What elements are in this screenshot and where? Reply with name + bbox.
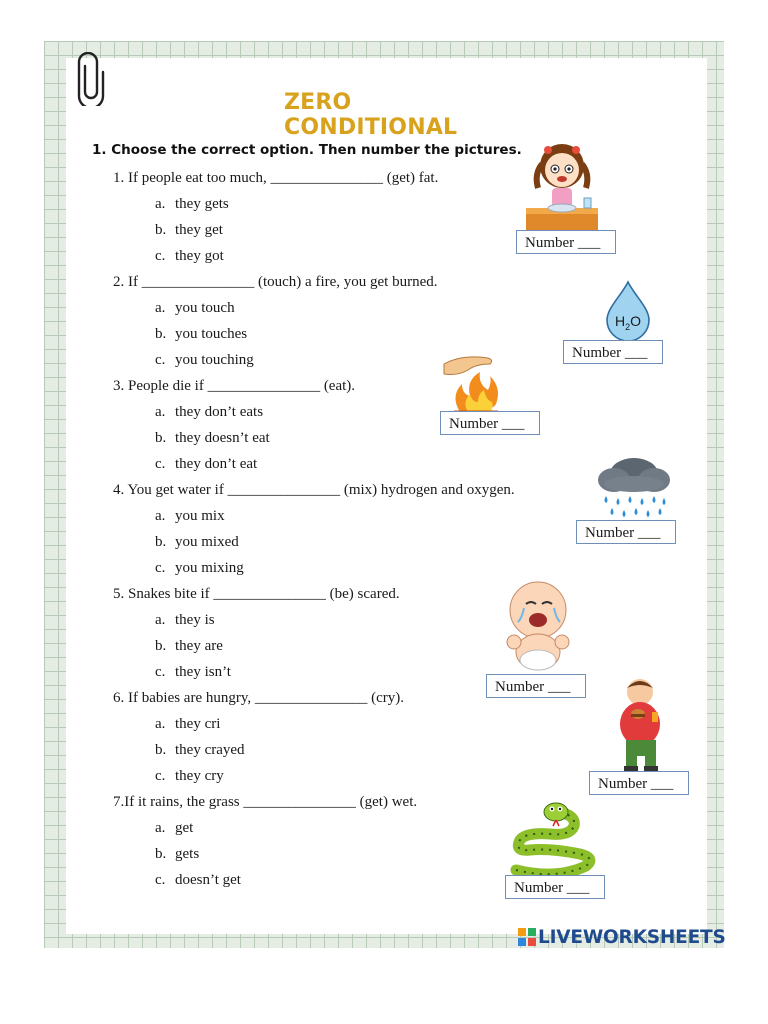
option-1c[interactable] — [155, 248, 224, 265]
option-7c[interactable] — [155, 872, 241, 889]
option-7a[interactable] — [155, 820, 193, 837]
option-letter: b. — [155, 430, 167, 446]
option-letter: a. — [155, 612, 166, 628]
option-letter: c. — [155, 560, 166, 576]
boy-eating-icon — [612, 676, 670, 772]
option-6a[interactable] — [155, 716, 220, 733]
question-1: 1. If people eat too much, _______________ (get) fat. — [113, 170, 439, 186]
option-text: they don’t eat — [175, 456, 258, 472]
option-letter: c. — [155, 248, 166, 264]
option-5c[interactable] — [155, 664, 231, 681]
option-4b[interactable] — [155, 534, 239, 551]
option-text: you touches — [175, 326, 248, 342]
paperclip-icon — [76, 52, 106, 106]
option-text: you touching — [175, 352, 254, 368]
option-text: you touch — [175, 300, 235, 316]
option-text: they crayed — [175, 742, 245, 758]
option-text: gets — [175, 846, 200, 862]
water-drop-icon — [603, 280, 653, 342]
option-letter: a. — [155, 404, 166, 420]
question-3: 3. People die if _______________ (eat). — [113, 378, 356, 394]
logo-text: LIVEWORKSHEETS — [538, 926, 726, 948]
option-6b[interactable] — [155, 742, 245, 759]
question-5: 5. Snakes bite if _______________ (be) scared. — [113, 586, 400, 602]
option-text: they cri — [175, 716, 221, 732]
option-letter: c. — [155, 664, 166, 680]
liveworksheets-logo — [518, 926, 726, 948]
option-letter: a. — [155, 300, 166, 316]
option-text: they got — [175, 248, 224, 264]
option-3c[interactable] — [155, 456, 257, 473]
option-text: they get — [175, 222, 223, 238]
option-letter: b. — [155, 638, 167, 654]
option-letter: a. — [155, 820, 166, 836]
option-5a[interactable] — [155, 612, 215, 629]
question-2: 2. If _______________ (touch) a fire, you get burned. — [113, 274, 438, 290]
option-text: get — [175, 820, 194, 836]
option-text: you mix — [175, 508, 225, 524]
option-letter: c. — [155, 456, 166, 472]
snake-icon — [506, 800, 598, 878]
question-4: 4. You get water if _______________ (mix) hydrogen and oxygen. — [113, 482, 515, 498]
option-letter: b. — [155, 742, 167, 758]
number-box-3[interactable]: Number ___ — [440, 411, 540, 435]
option-letter: a. — [155, 508, 166, 524]
option-letter: b. — [155, 326, 167, 342]
option-5b[interactable] — [155, 638, 223, 655]
option-2b[interactable] — [155, 326, 247, 343]
liveworksheets-icon — [518, 928, 536, 946]
option-1b[interactable] — [155, 222, 223, 239]
rain-cloud-icon — [594, 452, 674, 522]
question-6: 6. If babies are hungry, _______________ (cry). — [113, 690, 405, 706]
option-text: they cry — [175, 768, 224, 784]
option-4a[interactable] — [155, 508, 225, 525]
question-7: 7.If it rains, the grass _______________ (get) wet. — [113, 794, 418, 810]
option-letter: c. — [155, 352, 166, 368]
option-text: they is — [175, 612, 215, 628]
number-box-2[interactable]: Number ___ — [563, 340, 663, 364]
option-letter: b. — [155, 222, 167, 238]
option-2a[interactable] — [155, 300, 235, 317]
option-letter: a. — [155, 196, 166, 212]
instruction-text: 1. Choose the correct option. Then number the pictures. — [92, 142, 522, 158]
fire-hand-icon — [440, 354, 510, 414]
option-7b[interactable] — [155, 846, 199, 863]
option-letter: a. — [155, 716, 166, 732]
option-text: they gets — [175, 196, 229, 212]
option-letter: b. — [155, 534, 167, 550]
worksheet-title: ZERO CONDITIONAL — [284, 90, 458, 140]
number-box-1[interactable]: Number ___ — [516, 230, 616, 254]
number-box-4[interactable]: Number ___ — [576, 520, 676, 544]
option-4c[interactable] — [155, 560, 244, 577]
option-text: they doesn’t eat — [175, 430, 270, 446]
option-letter: b. — [155, 846, 167, 862]
number-box-7[interactable]: Number ___ — [505, 875, 605, 899]
option-text: you mixing — [175, 560, 244, 576]
option-3a[interactable] — [155, 404, 263, 421]
number-box-6[interactable]: Number ___ — [589, 771, 689, 795]
option-text: doesn’t get — [175, 872, 241, 888]
option-letter: c. — [155, 872, 166, 888]
option-text: you mixed — [175, 534, 239, 550]
crying-baby-icon — [498, 578, 578, 676]
girl-eating-icon — [522, 136, 602, 232]
option-letter: c. — [155, 768, 166, 784]
option-6c[interactable] — [155, 768, 224, 785]
option-1a[interactable] — [155, 196, 229, 213]
option-text: they are — [175, 638, 223, 654]
svg-text:H2O: $H_2O$ — [614, 313, 642, 332]
option-text: they don’t eats — [175, 404, 264, 420]
option-2c[interactable] — [155, 352, 254, 369]
number-box-5[interactable]: Number ___ — [486, 674, 586, 698]
option-3b[interactable] — [155, 430, 270, 447]
option-text: they isn’t — [175, 664, 231, 680]
